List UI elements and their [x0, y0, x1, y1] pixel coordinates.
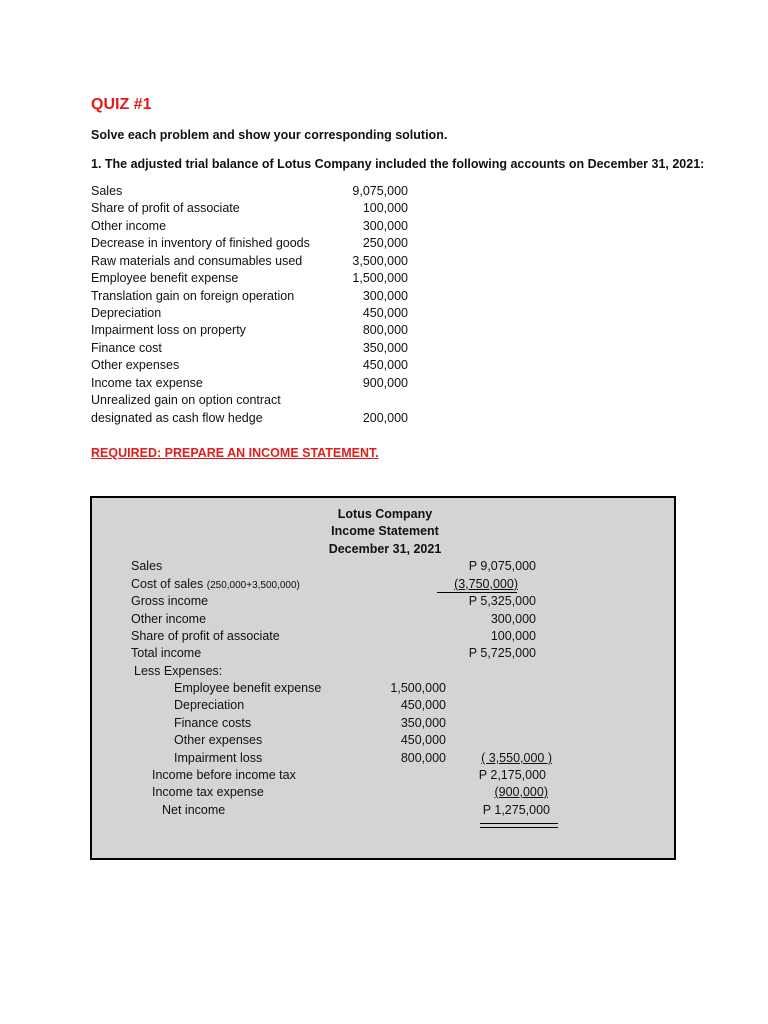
- account-value: 350,000: [362, 341, 408, 355]
- less-expenses-label: Less Expenses:: [134, 664, 223, 678]
- account-name: Employee benefit expense: [91, 271, 239, 285]
- account-name: Raw materials and consumables used: [91, 254, 303, 268]
- other-income-value: 300,000: [490, 612, 536, 626]
- cost-of-sales-label: [131, 577, 300, 591]
- share-of-profit-value: 100,000: [490, 629, 536, 643]
- account-name: Depreciation: [91, 306, 162, 320]
- quiz-title: QUIZ #1: [91, 96, 152, 113]
- account-name: Translation gain on foreign operation: [91, 289, 295, 303]
- gross-income-value: P 5,325,000: [468, 594, 536, 608]
- income-before-tax-label: Income before income tax: [152, 768, 296, 782]
- account-name: Unrealized gain on option contract: [91, 393, 281, 407]
- account-value: 300,000: [362, 219, 408, 233]
- account-name: designated as cash flow hedge: [91, 411, 263, 425]
- expense-value: 450,000: [400, 698, 446, 712]
- other-income-label: Other income: [131, 612, 207, 626]
- account-name: Impairment loss on property: [91, 323, 246, 337]
- account-value: 1,500,000: [352, 271, 408, 285]
- total-income-value: P 5,725,000: [468, 646, 536, 660]
- expense-value: 350,000: [400, 716, 446, 730]
- account-value: 3,500,000: [352, 254, 408, 268]
- expense-label: Impairment loss: [174, 751, 263, 765]
- account-value: 450,000: [362, 306, 408, 320]
- statement-date: December 31, 2021: [328, 542, 442, 556]
- company-name: Lotus Company: [337, 507, 433, 521]
- account-name: Share of profit of associate: [91, 201, 240, 215]
- net-income-double-underline-top: [480, 823, 558, 824]
- total-expenses-value: ( 3,550,000 ): [481, 751, 552, 765]
- cost-of-sales-note: (250,000+3,500,000): [206, 580, 300, 591]
- account-name: Other expenses: [91, 358, 180, 372]
- account-value: 800,000: [362, 323, 408, 337]
- sales-value: P 9,075,000: [468, 559, 536, 573]
- income-before-tax-value: P 2,175,000: [478, 768, 546, 782]
- income-tax-label: Income tax expense: [152, 785, 264, 799]
- account-value: 250,000: [362, 236, 408, 250]
- expense-label: Employee benefit expense: [174, 681, 322, 695]
- account-value: 9,075,000: [352, 184, 408, 198]
- account-value: 900,000: [362, 376, 408, 390]
- account-name: Finance cost: [91, 341, 162, 355]
- account-value: 300,000: [362, 289, 408, 303]
- account-name: Other income: [91, 219, 167, 233]
- expense-value: 450,000: [400, 733, 446, 747]
- expense-value: 1,500,000: [390, 681, 446, 695]
- cost-of-sales-value: (3,750,000): [454, 577, 518, 591]
- problem-text: 1. The adjusted trial balance of Lotus Company included the following accounts on December 31, 2021:: [91, 157, 705, 171]
- expense-value: 800,000: [400, 751, 446, 765]
- gross-income-label: Gross income: [131, 594, 209, 608]
- account-value: 100,000: [362, 201, 408, 215]
- account-name: Income tax expense: [91, 376, 203, 390]
- expense-label: Depreciation: [174, 698, 245, 712]
- income-tax-value: (900,000): [494, 785, 548, 799]
- required-instruction: REQUIRED: PREPARE AN INCOME STATEMENT.: [91, 446, 379, 460]
- account-value: 450,000: [362, 358, 408, 372]
- net-income-label: Net income: [162, 803, 226, 817]
- net-income-value: P 1,275,000: [482, 803, 550, 817]
- cost-of-sales-underline: [437, 592, 517, 593]
- account-value: 200,000: [362, 411, 408, 425]
- total-income-label: Total income: [131, 646, 202, 660]
- account-name: Decrease in inventory of finished goods: [91, 236, 310, 250]
- net-income-double-underline-bottom: [480, 827, 558, 828]
- instruction-text: Solve each problem and show your corresponding solution.: [91, 128, 448, 142]
- account-name: Sales: [91, 184, 123, 198]
- statement-title: Income Statement: [331, 524, 439, 538]
- expense-label: Other expenses: [174, 733, 263, 747]
- expense-label: Finance costs: [174, 716, 252, 730]
- share-of-profit-label: Share of profit of associate: [131, 629, 280, 643]
- cost-of-sales-text: Cost of sales: [131, 577, 204, 591]
- sales-label: Sales: [131, 559, 163, 573]
